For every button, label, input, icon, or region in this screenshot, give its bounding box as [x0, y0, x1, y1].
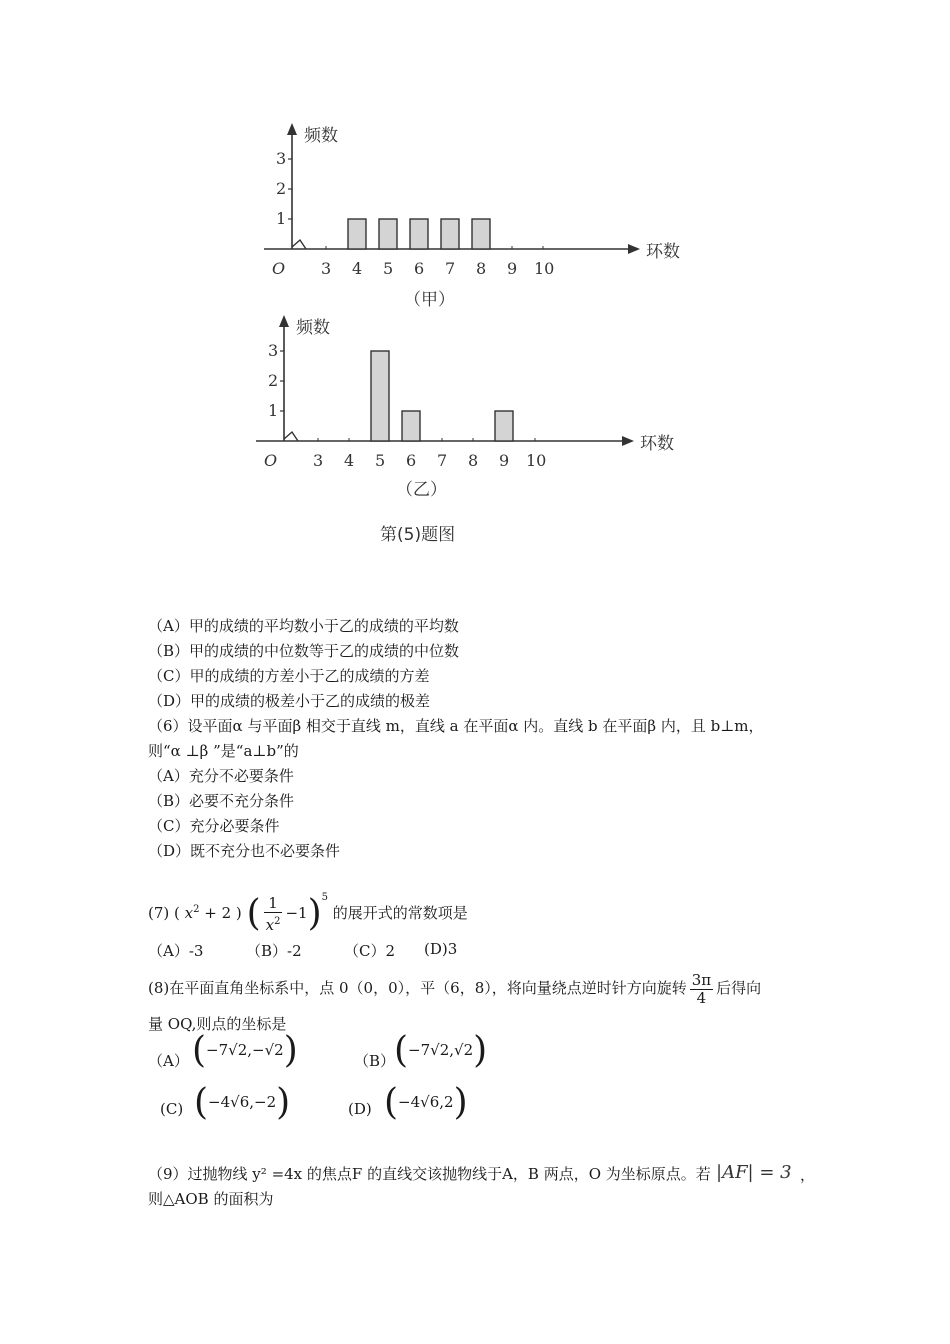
- q8-stem1: (8)在平面直角坐标系中，点 0（0，0），平（6，8），将向量绕点逆时针方向旋转: [148, 979, 687, 997]
- chart2-y-tick-label-3: 3: [268, 341, 279, 360]
- q8-stem-line1: [148, 970, 761, 1007]
- q6-option-a: （A）充分不必要条件: [148, 767, 294, 785]
- q7-option-c: （C）2: [344, 942, 396, 960]
- chart1-y-tick-label-2: 2: [276, 179, 287, 198]
- chart2-x-label: 环数: [640, 434, 674, 454]
- chart2-x-tick-label-7: 7: [437, 451, 448, 470]
- q7-stem: [148, 878, 468, 934]
- chart1-bar-6: [410, 219, 428, 249]
- q8-option-c: (−4√6,−2): [194, 1082, 291, 1123]
- chart1-axis-break: [292, 240, 306, 249]
- q5-option-c: （C）甲的成绩的方差小于乙的成绩的方差: [148, 667, 430, 685]
- q6-option-c: （C）充分必要条件: [148, 817, 280, 835]
- q6-stem-line2: 则“α ⊥β ”是“a⊥b”的: [148, 742, 299, 760]
- chart1-bar-8: [472, 219, 490, 249]
- q6-option-b: （B）必要不充分条件: [148, 792, 295, 810]
- q8-option-a-label: （A）: [148, 1052, 189, 1070]
- chart1-y-tick-label-1: 1: [276, 209, 287, 228]
- q7-option-b: （B）-2: [246, 942, 302, 960]
- q7-prefix: (7) (: [148, 904, 180, 922]
- chart1-bar-4: [348, 219, 366, 249]
- q7-minus1: −1: [285, 904, 308, 922]
- q7-frac-num: 1: [264, 895, 283, 913]
- chart2-x-tick-label-5: 5: [375, 451, 386, 470]
- chart1-caption: （甲）: [404, 290, 455, 310]
- q9-stem1-end: ，: [800, 1166, 816, 1184]
- chart1-x-tick-label-7: 7: [445, 259, 456, 278]
- chart1-y-axis-arrow: [287, 123, 297, 135]
- chart1-y-label: 频数: [304, 126, 338, 146]
- chart2-x-tick-label-6: 6: [406, 451, 417, 470]
- chart2-x-axis-arrow: [622, 436, 634, 446]
- bar-charts: [250, 115, 680, 555]
- chart1-bar-5: [379, 219, 397, 249]
- chart1-x-label: 环数: [646, 242, 680, 262]
- q8-stem1-end: 后得向: [716, 979, 762, 997]
- q7-fraction: [264, 895, 283, 934]
- q8-option-c-label: (C): [160, 1100, 184, 1118]
- q6-option-d: （D）既不充分也不必要条件: [148, 842, 341, 860]
- q7-right-paren: ): [307, 893, 322, 934]
- q7-plus2: + 2 ): [204, 904, 242, 922]
- q5-option-d: （D）甲的成绩的极差小于乙的成绩的极差: [148, 692, 431, 710]
- chart1-bar-7: [441, 219, 459, 249]
- q8-option-a: (−7√2,−√2): [192, 1030, 298, 1071]
- q7-suffix: 的展开式的常数项是: [332, 904, 468, 922]
- q8-frac-den: 4: [696, 988, 707, 1007]
- q8-stem-line2: 量 OQ,则点的坐标是: [148, 1015, 287, 1033]
- q8-option-d-label: (D): [348, 1100, 372, 1118]
- q7-option-d: (D)3: [424, 940, 458, 958]
- q9-stem-line2: 则△AOB 的面积为: [148, 1190, 274, 1208]
- chart2-y-tick-label-2: 2: [268, 371, 279, 390]
- chart2-y-label: 频数: [296, 318, 330, 338]
- q7-frac-den: $x^2$: [265, 915, 281, 934]
- q7-x: x: [184, 904, 194, 922]
- q8-fraction: [690, 972, 713, 1007]
- chart2-x-tick-label-3: 3: [313, 451, 324, 470]
- chart1-x-tick-label-8: 8: [476, 259, 487, 278]
- chart2-y-axis-arrow: [279, 315, 289, 327]
- q8-option-b-label: （B）: [354, 1052, 396, 1070]
- q7-option-a: （A）-3: [148, 942, 204, 960]
- q8-option-d: (−4√6,2): [384, 1082, 468, 1123]
- chart1-x-tick-label-6: 6: [414, 259, 425, 278]
- chart2-x-tick-label-9: 9: [499, 451, 510, 470]
- chart1-x-tick-label-3: 3: [321, 259, 332, 278]
- chart1-x-tick-label-4: 4: [352, 259, 363, 278]
- chart1-x-tick-label-10: 10: [534, 259, 555, 278]
- chart2-x-tick-label-10: 10: [526, 451, 547, 470]
- chart2-caption: （乙）: [396, 480, 447, 500]
- chart1-x-tick-label-5: 5: [383, 259, 394, 278]
- chart1-origin-label: O: [272, 259, 286, 278]
- figure-caption: 第(5)题图: [380, 525, 456, 545]
- chart1-y-tick-label-3: 3: [276, 149, 287, 168]
- chart1-x-tick-label-9: 9: [507, 259, 518, 278]
- chart2-origin-label: O: [264, 451, 278, 470]
- q7-exp5: 5: [321, 892, 328, 903]
- chart2-bar-6: [402, 411, 420, 441]
- chart2-y-tick-label-1: 1: [268, 401, 279, 420]
- chart2-bar-5: [371, 351, 389, 441]
- chart2-x-tick-label-8: 8: [468, 451, 479, 470]
- q9-stem-line1: （9）过抛物线 y² =4x 的焦点F 的直线交该抛物线于A，B 两点，O 为坐标原点。若: [148, 1165, 711, 1183]
- q7-left-paren: (: [246, 893, 261, 934]
- chart1-x-axis-arrow: [628, 244, 640, 254]
- q5-option-a: （A）甲的成绩的平均数小于乙的成绩的平均数: [148, 617, 459, 635]
- chart2-axis-break: [284, 432, 298, 441]
- q9-condition: |AF| = 3: [716, 1162, 792, 1183]
- chart2-bar-9: [495, 411, 513, 441]
- q8-option-b: (−7√2,√2): [394, 1030, 488, 1071]
- q6-stem-line1: （6）设平面α 与平面β 相交于直线 m，直线 a 在平面α 内。直线 b 在平面β 内，且 b⊥m，: [148, 717, 764, 735]
- q7-exp2: 2: [193, 904, 200, 915]
- figure-5: [250, 115, 680, 555]
- q8-frac-num: 3π: [691, 970, 712, 989]
- chart2-x-tick-label-4: 4: [344, 451, 355, 470]
- q5-option-b: （B）甲的成绩的中位数等于乙的成绩的中位数: [148, 642, 460, 660]
